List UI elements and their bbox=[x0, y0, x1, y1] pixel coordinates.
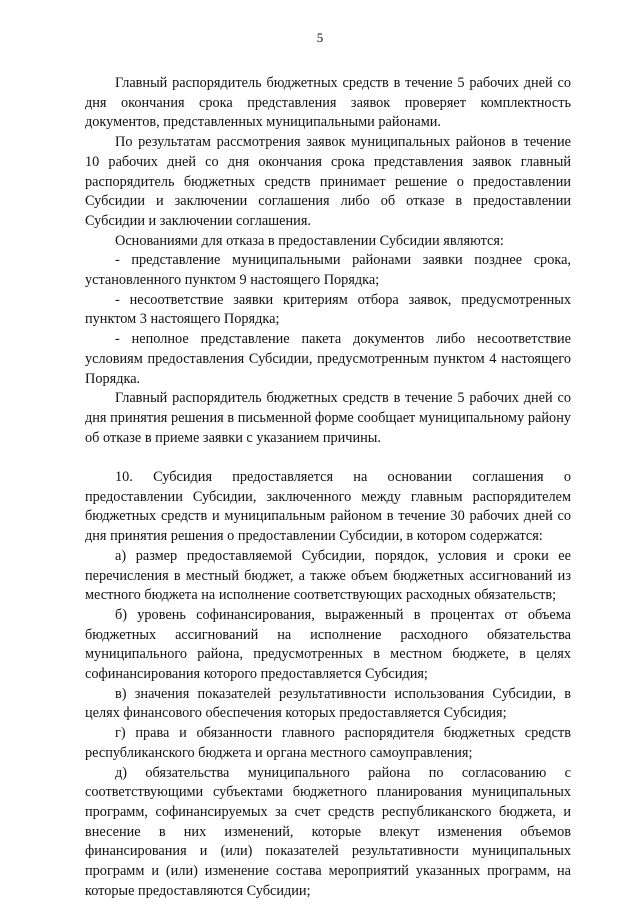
document-body bbox=[85, 74, 571, 902]
list-item-criteria-mismatch: - несоответствие заявки критериям отбора заявок, предусмотренных пунктом 3 настоящего Порядка; bbox=[85, 291, 571, 328]
paragraph-refusal-notice: Главный распорядитель бюджетных средств в течение 5 рабочих дней со дня принятия решения в письменной форме сообщает муниципальному району об отказе в приеме заявки с указанием причины. bbox=[85, 390, 571, 446]
list-item-a: а) размер предоставляемой Субсидии, порядок, условия и сроки ее перечисления в местный бюджет, а также объем бюджетных ассигнований из местного бюджета на исполнение соответствующих расходных обязательств; bbox=[85, 547, 571, 604]
paragraph-check-completeness: Главный распорядитель бюджетных средств в течение 5 рабочих дней со дня окончания срока представления заявок проверяет комплектность документов, представленных муниципальными районами. bbox=[85, 75, 571, 131]
list-item-late-submission: - представление муниципальными районами заявки позднее срока, установленного пунктом 9 настоящего Порядка; bbox=[85, 252, 571, 289]
list-item-g: г) права и обязанности главного распорядителя бюджетных средств республиканского бюджета и органа местного самоуправления; bbox=[85, 725, 571, 761]
paragraph-decision: По результатам рассмотрения заявок муниципальных районов в течение 10 рабочих дней со дня окончания срока представления заявок главный распорядитель бюджетных средств принимает решение о предоставлении Субсидии и заключении соглашения либо об отказе в предоставлении Субсидии и заключении соглашения. bbox=[85, 134, 571, 229]
page-number: 5 bbox=[316, 30, 324, 45]
list-item-d: д) обязательства муниципального района по согласованию с соответствующими субъектами бюджетного планирования муниципальных программ, софинансируемых за счет средств республиканского бюджета, и внесение в них изменений, которые влекут изменения объемов финансирования и (или) показателей результативности муниципальных программ и (или) изменение состава мероприятий указанных программ, на которые предоставляются Субсидии; bbox=[85, 764, 571, 899]
paragraph-refusal-grounds: Основаниями для отказа в предоставлении Субсидии являются: bbox=[115, 232, 504, 249]
paragraph-section-10: 10. Субсидия предоставляется на основании соглашения о предоставлении Субсидии, заключенного между главным распорядителем бюджетных средств и муниципальным районом в течение 30 рабочих дней со дня принятия решения о предоставлении Субсидии, в котором содержатся: bbox=[85, 469, 571, 545]
list-item-v: в) значения показателей результативности использования Субсидии, в целях финансового обеспечения которых предоставляется Субсидия; bbox=[85, 685, 571, 722]
list-item-b: б) уровень софинансирования, выраженный в процентах от объема бюджетных ассигнований на исполнение расходного обязательства муниципального района, предусмотренных в местном бюджете, в целях софинансирования которого предоставляется Субсидия; bbox=[85, 606, 571, 683]
list-item-incomplete-documents: - неполное представление пакета документов либо несоответствие условиям предоставления Субсидии, предусмотренным пунктом 4 настоящего Порядка. bbox=[85, 331, 571, 387]
